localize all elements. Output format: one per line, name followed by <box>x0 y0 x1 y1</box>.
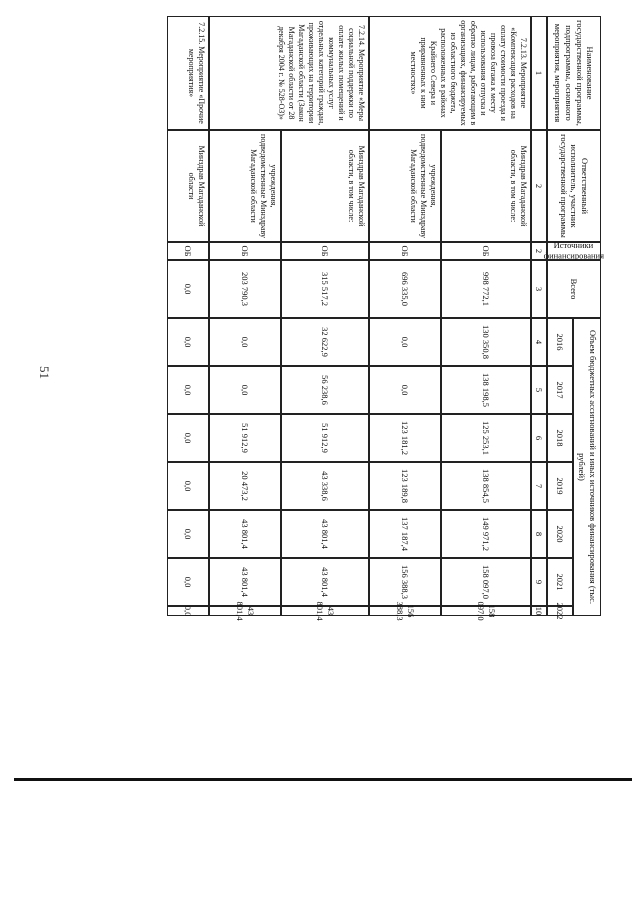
header-year: 2021 <box>547 558 573 606</box>
page-number: 51 <box>37 366 52 379</box>
header-year: 2022 <box>547 606 573 616</box>
header-volume: Объем бюджетных ассигнований и иных источников финансирования (тыс. рублей) <box>573 318 601 616</box>
year-value-cell: 123 189,8 <box>369 462 441 510</box>
header-executor: Ответственный исполнитель, участник государственной программы <box>547 130 601 242</box>
column-number: 8 <box>531 510 547 558</box>
year-value-cell: 43 801,4 <box>209 510 281 558</box>
year-value-cell: 43 338,6 <box>281 462 369 510</box>
year-value-cell: 0,0 <box>209 366 281 414</box>
year-value-cell: 137 187,4 <box>369 510 441 558</box>
year-value-cell: 0,0 <box>167 558 209 606</box>
year-value-cell: 0,0 <box>167 414 209 462</box>
year-value-cell: 138 854,5 <box>441 462 531 510</box>
source-cell: ОБ <box>281 242 369 260</box>
year-value-cell: 43 801,4 <box>209 606 281 616</box>
header-year: 2017 <box>547 366 573 414</box>
source-cell: ОБ <box>209 242 281 260</box>
total-cell: 0,0 <box>167 260 209 318</box>
source-cell: ОБ <box>441 242 531 260</box>
executor-cell: учреждения, подведомственные Минздраву Магаданской области <box>209 130 281 242</box>
source-cell: ОБ <box>167 242 209 260</box>
header-name: Наименование государственной программы, подпрограммы, основного мероприятия, мероприятия <box>547 16 601 130</box>
header-total: Всего <box>547 260 601 318</box>
year-value-cell: 43 801,4 <box>281 510 369 558</box>
source-cell: ОБ <box>369 242 441 260</box>
year-value-cell: 158 097,0 <box>441 606 531 616</box>
year-value-cell: 56 238,6 <box>281 366 369 414</box>
year-value-cell: 156 388,3 <box>369 558 441 606</box>
executor-cell: Минздрав Магаданской области, в том числе: <box>441 130 531 242</box>
column-number: 2 <box>531 242 547 260</box>
column-number: 4 <box>531 318 547 366</box>
column-number: 7 <box>531 462 547 510</box>
year-value-cell: 130 350,8 <box>441 318 531 366</box>
total-cell: 315 517,2 <box>281 260 369 318</box>
total-cell: 203 790,3 <box>209 260 281 318</box>
year-value-cell: 0,0 <box>167 510 209 558</box>
measure-name: 7.2.13. Мероприятие «Компенсация расходов на оплату стоимости проезда и провоза багажа к месту использования отпуска и обратно лицам, работающим в организациях, финансируемых из областного бюджета, расположенных в районах Крайнего Севера и приравненных к ним местностях» <box>369 16 531 130</box>
year-value-cell: 138 198,5 <box>441 366 531 414</box>
header-year: 2016 <box>547 318 573 366</box>
header-year: 2019 <box>547 462 573 510</box>
year-value-cell: 43 801,4 <box>281 606 369 616</box>
measure-name: 7.2.15. Мероприятие «Прочие мероприятия» <box>167 16 209 130</box>
executor-cell: Минздрав Магаданской области <box>167 130 209 242</box>
column-number: 2 <box>531 130 547 242</box>
year-value-cell: 125 253,1 <box>441 414 531 462</box>
scan-divider-line <box>14 778 632 781</box>
header-year: 2020 <box>547 510 573 558</box>
year-value-cell: 0,0 <box>167 318 209 366</box>
year-value-cell: 32 622,9 <box>281 318 369 366</box>
year-value-cell: 43 801,4 <box>209 558 281 606</box>
year-value-cell: 43 801,4 <box>281 558 369 606</box>
year-value-cell: 0,0 <box>209 318 281 366</box>
year-value-cell: 123 181,2 <box>369 414 441 462</box>
column-number: 5 <box>531 366 547 414</box>
year-value-cell: 156 388,3 <box>369 606 441 616</box>
header-source <box>543 240 605 261</box>
year-value-cell: 0,0 <box>369 318 441 366</box>
year-value-cell: 51 912,9 <box>209 414 281 462</box>
column-number: 10 <box>531 606 547 616</box>
executor-cell: учреждения, подведомственные Минздраву Магаданской области <box>369 130 441 242</box>
header-source-label: Источники финансирования <box>543 240 605 261</box>
year-value-cell: 51 912,9 <box>281 414 369 462</box>
year-value-cell: 0,0 <box>167 366 209 414</box>
year-value-cell: 158 097,0 <box>441 558 531 606</box>
header-year: 2018 <box>547 414 573 462</box>
total-cell: 696 335,0 <box>369 260 441 318</box>
total-cell: 998 772,1 <box>441 260 531 318</box>
column-number: 9 <box>531 558 547 606</box>
executor-cell: Минздрав Магаданской области, в том числе: <box>281 130 369 242</box>
column-number: 1 <box>531 16 547 130</box>
measure-name: 7.2.14. Мероприятие «Меры социальной поддержки по оплате жилых помещений и коммунальных услуг отдельных категорий граждан, проживающих на территории Магаданской области (Закон Магаданской области от 28 декабря 2004 г. № 528-ОЗ)» <box>209 16 369 130</box>
column-number: 3 <box>531 260 547 318</box>
year-value-cell: 20 473,2 <box>209 462 281 510</box>
year-value-cell: 0,0 <box>167 462 209 510</box>
budget-table <box>167 16 605 621</box>
year-value-cell: 0,0 <box>369 366 441 414</box>
column-number: 6 <box>531 414 547 462</box>
year-value-cell: 149 971,2 <box>441 510 531 558</box>
year-value-cell: 0,0 <box>167 606 209 616</box>
